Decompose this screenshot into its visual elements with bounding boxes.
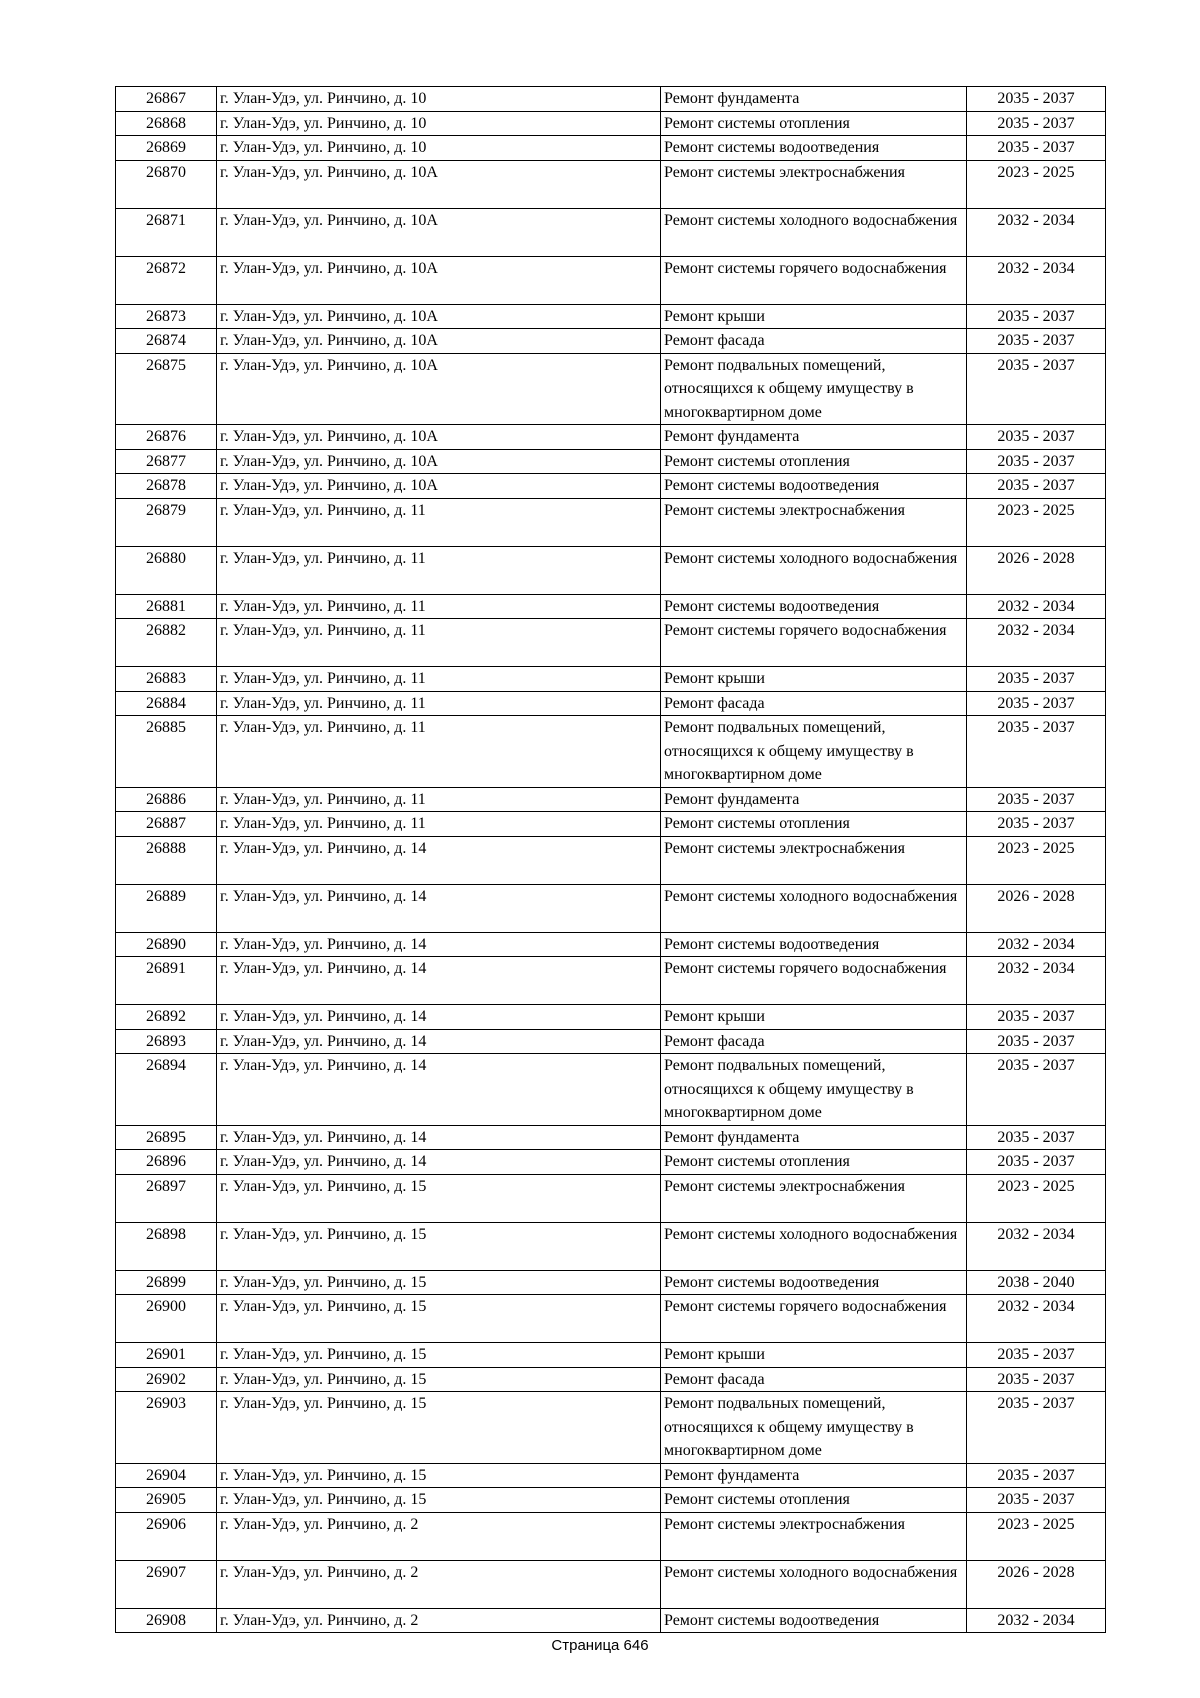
row-number-cell: 26886 <box>116 787 217 812</box>
address-cell: г. Улан-Удэ, ул. Ринчино, д. 10А <box>217 329 661 354</box>
period-cell: 2035 - 2037 <box>967 812 1106 837</box>
row-number-cell: 26905 <box>116 1488 217 1513</box>
table-row <box>116 1560 1106 1608</box>
period-cell: 2023 - 2025 <box>967 498 1106 546</box>
work-type-cell: Ремонт системы холодного водоснабжения <box>661 1222 967 1270</box>
period-cell: 2026 - 2028 <box>967 884 1106 932</box>
period-cell: 2026 - 2028 <box>967 1560 1106 1608</box>
period-cell: 2035 - 2037 <box>967 136 1106 161</box>
address-cell: г. Улан-Удэ, ул. Ринчино, д. 15 <box>217 1270 661 1295</box>
period-cell: 2035 - 2037 <box>967 1343 1106 1368</box>
period-cell: 2032 - 2034 <box>967 1608 1106 1633</box>
table-row <box>116 425 1106 450</box>
table-row <box>116 136 1106 161</box>
row-number-cell: 26893 <box>116 1029 217 1054</box>
period-cell: 2032 - 2034 <box>967 1222 1106 1270</box>
row-number-cell: 26889 <box>116 884 217 932</box>
work-type-cell: Ремонт фундамента <box>661 87 967 112</box>
address-cell: г. Улан-Удэ, ул. Ринчино, д. 11 <box>217 812 661 837</box>
row-number-cell: 26908 <box>116 1608 217 1633</box>
table-row <box>116 304 1106 329</box>
work-type-cell: Ремонт системы водоотведения <box>661 1270 967 1295</box>
address-cell: г. Улан-Удэ, ул. Ринчино, д. 10 <box>217 111 661 136</box>
address-cell: г. Улан-Удэ, ул. Ринчино, д. 14 <box>217 957 661 1005</box>
row-number-cell: 26902 <box>116 1367 217 1392</box>
table-row <box>116 208 1106 256</box>
work-type-cell: Ремонт системы водоотведения <box>661 136 967 161</box>
period-cell: 2035 - 2037 <box>967 111 1106 136</box>
work-type-cell: Ремонт системы отопления <box>661 449 967 474</box>
work-type-cell: Ремонт системы горячего водоснабжения <box>661 1295 967 1343</box>
table-row <box>116 111 1106 136</box>
table-row <box>116 474 1106 499</box>
period-cell: 2035 - 2037 <box>967 691 1106 716</box>
period-cell: 2035 - 2037 <box>967 353 1106 425</box>
address-cell: г. Улан-Удэ, ул. Ринчино, д. 2 <box>217 1560 661 1608</box>
address-cell: г. Улан-Удэ, ул. Ринчино, д. 11 <box>217 498 661 546</box>
row-number-cell: 26897 <box>116 1174 217 1222</box>
work-type-cell: Ремонт системы отопления <box>661 111 967 136</box>
table-row <box>116 329 1106 354</box>
address-cell: г. Улан-Удэ, ул. Ринчино, д. 14 <box>217 1150 661 1175</box>
row-number-cell: 26874 <box>116 329 217 354</box>
row-number-cell: 26881 <box>116 594 217 619</box>
table-row <box>116 160 1106 208</box>
work-type-cell: Ремонт подвальных помещений, относящихся к общему имуществу в многоквартирном доме <box>661 716 967 788</box>
work-type-cell: Ремонт фасада <box>661 691 967 716</box>
work-type-cell: Ремонт фасада <box>661 1029 967 1054</box>
table-row <box>116 691 1106 716</box>
address-cell: г. Улан-Удэ, ул. Ринчино, д. 10А <box>217 256 661 304</box>
work-type-cell: Ремонт системы горячего водоснабжения <box>661 619 967 667</box>
work-type-cell: Ремонт подвальных помещений, относящихся к общему имуществу в многоквартирном доме <box>661 353 967 425</box>
row-number-cell: 26890 <box>116 932 217 957</box>
row-number-cell: 26882 <box>116 619 217 667</box>
period-cell: 2023 - 2025 <box>967 1512 1106 1560</box>
period-cell: 2032 - 2034 <box>967 594 1106 619</box>
table-row <box>116 1392 1106 1464</box>
work-type-cell: Ремонт фундамента <box>661 1125 967 1150</box>
row-number-cell: 26899 <box>116 1270 217 1295</box>
work-type-cell: Ремонт системы водоотведения <box>661 932 967 957</box>
work-type-cell: Ремонт системы водоотведения <box>661 474 967 499</box>
row-number-cell: 26888 <box>116 836 217 884</box>
work-type-cell: Ремонт системы водоотведения <box>661 594 967 619</box>
table-row <box>116 1222 1106 1270</box>
period-cell: 2035 - 2037 <box>967 1054 1106 1126</box>
row-number-cell: 26904 <box>116 1463 217 1488</box>
table-row <box>116 884 1106 932</box>
address-cell: г. Улан-Удэ, ул. Ринчино, д. 10 <box>217 136 661 161</box>
repair-schedule-table <box>115 86 1106 1633</box>
period-cell: 2032 - 2034 <box>967 208 1106 256</box>
address-cell: г. Улан-Удэ, ул. Ринчино, д. 11 <box>217 667 661 692</box>
table-row <box>116 716 1106 788</box>
table-row <box>116 1608 1106 1633</box>
period-cell: 2032 - 2034 <box>967 957 1106 1005</box>
row-number-cell: 26900 <box>116 1295 217 1343</box>
address-cell: г. Улан-Удэ, ул. Ринчино, д. 11 <box>217 619 661 667</box>
table-row <box>116 1150 1106 1175</box>
row-number-cell: 26877 <box>116 449 217 474</box>
period-cell: 2035 - 2037 <box>967 425 1106 450</box>
work-type-cell: Ремонт крыши <box>661 304 967 329</box>
address-cell: г. Улан-Удэ, ул. Ринчино, д. 10А <box>217 160 661 208</box>
row-number-cell: 26898 <box>116 1222 217 1270</box>
row-number-cell: 26884 <box>116 691 217 716</box>
work-type-cell: Ремонт фундамента <box>661 425 967 450</box>
table-row <box>116 932 1106 957</box>
row-number-cell: 26885 <box>116 716 217 788</box>
work-type-cell: Ремонт системы электроснабжения <box>661 160 967 208</box>
table-row <box>116 1054 1106 1126</box>
table-row <box>116 1174 1106 1222</box>
table-row <box>116 1005 1106 1030</box>
row-number-cell: 26873 <box>116 304 217 329</box>
address-cell: г. Улан-Удэ, ул. Ринчино, д. 15 <box>217 1392 661 1464</box>
period-cell: 2038 - 2040 <box>967 1270 1106 1295</box>
table-row <box>116 449 1106 474</box>
period-cell: 2023 - 2025 <box>967 160 1106 208</box>
row-number-cell: 26891 <box>116 957 217 1005</box>
address-cell: г. Улан-Удэ, ул. Ринчино, д. 14 <box>217 836 661 884</box>
period-cell: 2035 - 2037 <box>967 1392 1106 1464</box>
address-cell: г. Улан-Удэ, ул. Ринчино, д. 15 <box>217 1463 661 1488</box>
table-row <box>116 256 1106 304</box>
address-cell: г. Улан-Удэ, ул. Ринчино, д. 14 <box>217 884 661 932</box>
table-body <box>116 87 1106 1633</box>
address-cell: г. Улан-Удэ, ул. Ринчино, д. 10А <box>217 449 661 474</box>
row-number-cell: 26872 <box>116 256 217 304</box>
work-type-cell: Ремонт системы горячего водоснабжения <box>661 957 967 1005</box>
table-row <box>116 1295 1106 1343</box>
period-cell: 2032 - 2034 <box>967 256 1106 304</box>
row-number-cell: 26870 <box>116 160 217 208</box>
row-number-cell: 26883 <box>116 667 217 692</box>
row-number-cell: 26871 <box>116 208 217 256</box>
period-cell: 2032 - 2034 <box>967 932 1106 957</box>
period-cell: 2035 - 2037 <box>967 1005 1106 1030</box>
table-row <box>116 1367 1106 1392</box>
address-cell: г. Улан-Удэ, ул. Ринчино, д. 14 <box>217 932 661 957</box>
table-row <box>116 353 1106 425</box>
table-row <box>116 546 1106 594</box>
work-type-cell: Ремонт системы электроснабжения <box>661 498 967 546</box>
period-cell: 2035 - 2037 <box>967 304 1106 329</box>
work-type-cell: Ремонт подвальных помещений, относящихся к общему имуществу в многоквартирном доме <box>661 1392 967 1464</box>
row-number-cell: 26894 <box>116 1054 217 1126</box>
row-number-cell: 26880 <box>116 546 217 594</box>
work-type-cell: Ремонт системы холодного водоснабжения <box>661 208 967 256</box>
row-number-cell: 26887 <box>116 812 217 837</box>
address-cell: г. Улан-Удэ, ул. Ринчино, д. 15 <box>217 1367 661 1392</box>
address-cell: г. Улан-Удэ, ул. Ринчино, д. 15 <box>217 1222 661 1270</box>
work-type-cell: Ремонт крыши <box>661 667 967 692</box>
table-row <box>116 836 1106 884</box>
table-row <box>116 787 1106 812</box>
work-type-cell: Ремонт системы отопления <box>661 1488 967 1513</box>
period-cell: 2035 - 2037 <box>967 474 1106 499</box>
table-row <box>116 594 1106 619</box>
period-cell: 2035 - 2037 <box>967 87 1106 112</box>
row-number-cell: 26895 <box>116 1125 217 1150</box>
table-row <box>116 1512 1106 1560</box>
period-cell: 2035 - 2037 <box>967 716 1106 788</box>
period-cell: 2035 - 2037 <box>967 787 1106 812</box>
row-number-cell: 26907 <box>116 1560 217 1608</box>
address-cell: г. Улан-Удэ, ул. Ринчино, д. 10А <box>217 474 661 499</box>
address-cell: г. Улан-Удэ, ул. Ринчино, д. 10А <box>217 353 661 425</box>
period-cell: 2026 - 2028 <box>967 546 1106 594</box>
period-cell: 2035 - 2037 <box>967 1463 1106 1488</box>
period-cell: 2023 - 2025 <box>967 1174 1106 1222</box>
row-number-cell: 26867 <box>116 87 217 112</box>
address-cell: г. Улан-Удэ, ул. Ринчино, д. 11 <box>217 716 661 788</box>
work-type-cell: Ремонт системы отопления <box>661 1150 967 1175</box>
address-cell: г. Улан-Удэ, ул. Ринчино, д. 15 <box>217 1488 661 1513</box>
period-cell: 2035 - 2037 <box>967 1125 1106 1150</box>
table-row <box>116 1343 1106 1368</box>
period-cell: 2035 - 2037 <box>967 1029 1106 1054</box>
work-type-cell: Ремонт крыши <box>661 1343 967 1368</box>
address-cell: г. Улан-Удэ, ул. Ринчино, д. 10А <box>217 208 661 256</box>
period-cell: 2035 - 2037 <box>967 1150 1106 1175</box>
work-type-cell: Ремонт фасада <box>661 329 967 354</box>
work-type-cell: Ремонт фасада <box>661 1367 967 1392</box>
period-cell: 2035 - 2037 <box>967 667 1106 692</box>
work-type-cell: Ремонт фундамента <box>661 1463 967 1488</box>
table-row <box>116 87 1106 112</box>
period-cell: 2035 - 2037 <box>967 329 1106 354</box>
address-cell: г. Улан-Удэ, ул. Ринчино, д. 2 <box>217 1512 661 1560</box>
table-row <box>116 667 1106 692</box>
period-cell: 2023 - 2025 <box>967 836 1106 884</box>
work-type-cell: Ремонт системы холодного водоснабжения <box>661 884 967 932</box>
period-cell: 2035 - 2037 <box>967 1488 1106 1513</box>
row-number-cell: 26878 <box>116 474 217 499</box>
row-number-cell: 26879 <box>116 498 217 546</box>
address-cell: г. Улан-Удэ, ул. Ринчино, д. 10А <box>217 425 661 450</box>
row-number-cell: 26875 <box>116 353 217 425</box>
row-number-cell: 26869 <box>116 136 217 161</box>
address-cell: г. Улан-Удэ, ул. Ринчино, д. 15 <box>217 1174 661 1222</box>
address-cell: г. Улан-Удэ, ул. Ринчино, д. 10А <box>217 304 661 329</box>
table-row <box>116 957 1106 1005</box>
table-row <box>116 619 1106 667</box>
work-type-cell: Ремонт фундамента <box>661 787 967 812</box>
period-cell: 2032 - 2034 <box>967 619 1106 667</box>
address-cell: г. Улан-Удэ, ул. Ринчино, д. 10 <box>217 87 661 112</box>
address-cell: г. Улан-Удэ, ул. Ринчино, д. 14 <box>217 1125 661 1150</box>
page-number: Страница 646 <box>551 1637 649 1654</box>
work-type-cell: Ремонт системы электроснабжения <box>661 836 967 884</box>
address-cell: г. Улан-Удэ, ул. Ринчино, д. 11 <box>217 787 661 812</box>
row-number-cell: 26901 <box>116 1343 217 1368</box>
work-type-cell: Ремонт системы электроснабжения <box>661 1512 967 1560</box>
table-row <box>116 1488 1106 1513</box>
work-type-cell: Ремонт системы электроснабжения <box>661 1174 967 1222</box>
address-cell: г. Улан-Удэ, ул. Ринчино, д. 11 <box>217 691 661 716</box>
address-cell: г. Улан-Удэ, ул. Ринчино, д. 2 <box>217 1608 661 1633</box>
period-cell: 2035 - 2037 <box>967 1367 1106 1392</box>
address-cell: г. Улан-Удэ, ул. Ринчино, д. 11 <box>217 594 661 619</box>
address-cell: г. Улан-Удэ, ул. Ринчино, д. 15 <box>217 1295 661 1343</box>
work-type-cell: Ремонт подвальных помещений, относящихся к общему имуществу в многоквартирном доме <box>661 1054 967 1126</box>
table-row <box>116 1463 1106 1488</box>
table-row <box>116 1270 1106 1295</box>
work-type-cell: Ремонт системы отопления <box>661 812 967 837</box>
address-cell: г. Улан-Удэ, ул. Ринчино, д. 14 <box>217 1029 661 1054</box>
address-cell: г. Улан-Удэ, ул. Ринчино, д. 14 <box>217 1005 661 1030</box>
table-row <box>116 1029 1106 1054</box>
address-cell: г. Улан-Удэ, ул. Ринчино, д. 11 <box>217 546 661 594</box>
table-row <box>116 1125 1106 1150</box>
row-number-cell: 26903 <box>116 1392 217 1464</box>
row-number-cell: 26868 <box>116 111 217 136</box>
work-type-cell: Ремонт крыши <box>661 1005 967 1030</box>
work-type-cell: Ремонт системы горячего водоснабжения <box>661 256 967 304</box>
row-number-cell: 26876 <box>116 425 217 450</box>
row-number-cell: 26896 <box>116 1150 217 1175</box>
row-number-cell: 26906 <box>116 1512 217 1560</box>
period-cell: 2035 - 2037 <box>967 449 1106 474</box>
row-number-cell: 26892 <box>116 1005 217 1030</box>
work-type-cell: Ремонт системы холодного водоснабжения <box>661 546 967 594</box>
table-row <box>116 498 1106 546</box>
address-cell: г. Улан-Удэ, ул. Ринчино, д. 15 <box>217 1343 661 1368</box>
period-cell: 2032 - 2034 <box>967 1295 1106 1343</box>
work-type-cell: Ремонт системы холодного водоснабжения <box>661 1560 967 1608</box>
work-type-cell: Ремонт системы водоотведения <box>661 1608 967 1633</box>
table-row <box>116 812 1106 837</box>
address-cell: г. Улан-Удэ, ул. Ринчино, д. 14 <box>217 1054 661 1126</box>
